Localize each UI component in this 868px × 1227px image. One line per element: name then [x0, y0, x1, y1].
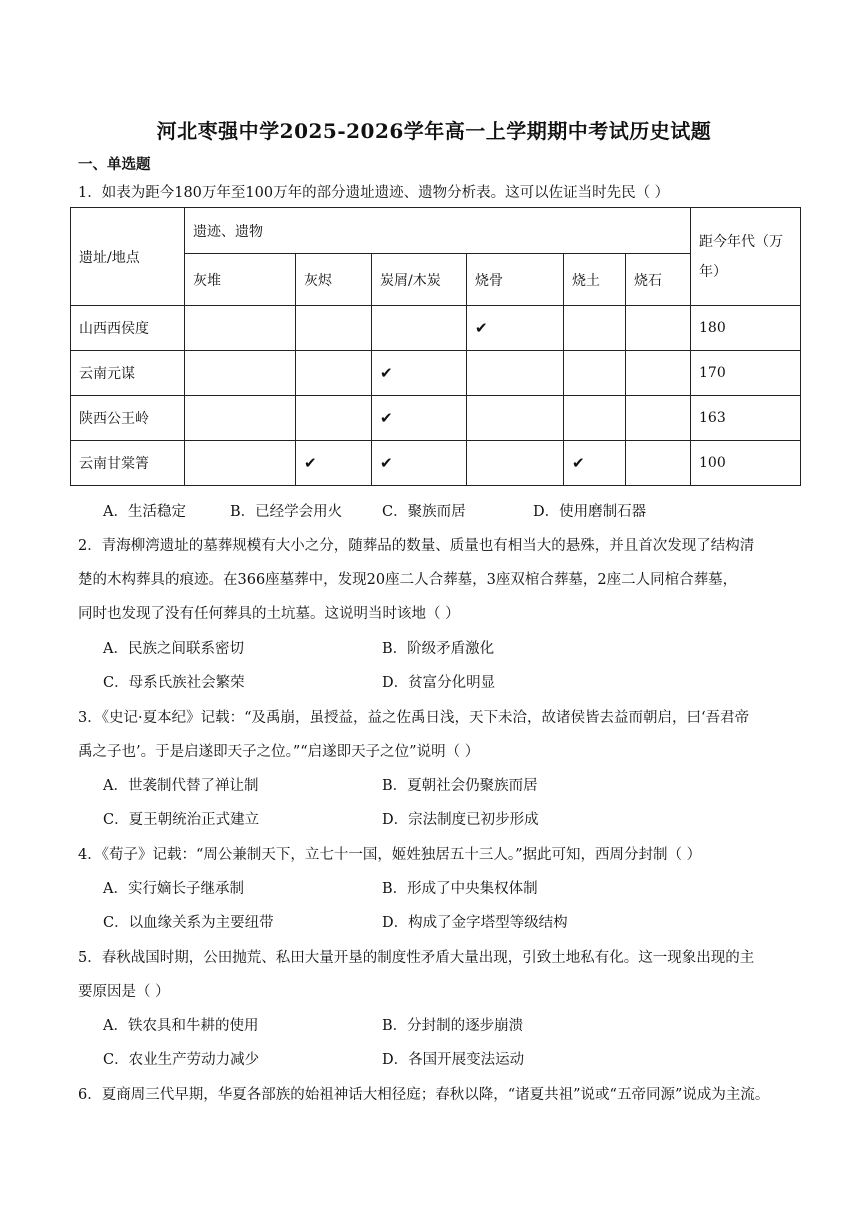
q2-option-c: C．母系氏族社会繁荣	[103, 675, 245, 691]
table-col-header: 烧骨	[467, 254, 564, 306]
table-col-header: 灰烬	[296, 254, 372, 306]
table-row	[71, 306, 801, 351]
table-cell	[626, 351, 691, 396]
table-col-header: 炭屑/木炭	[372, 254, 467, 306]
table-cell	[185, 396, 296, 441]
table-cell-age: 163	[691, 396, 801, 441]
question-3-text: 禹之子也’。于是启遂即天子之位。”“启遂即天子之位”说明（ ）	[78, 744, 480, 760]
check-mark: ✔	[467, 306, 564, 351]
table-cell	[296, 351, 372, 396]
table-row	[71, 441, 801, 486]
question-3-text: 3．《史记·夏本纪》记载：“及禹崩，虽授益，益之佐禹日浅，天下未洽，故诸侯皆去益而朝启，曰‘吾君帝	[78, 710, 750, 726]
table-cell	[185, 351, 296, 396]
table-col-header: 烧土	[564, 254, 626, 306]
table-cell	[626, 306, 691, 351]
q3-option-b: B．夏朝社会仍聚族而居	[382, 778, 538, 794]
table-cell	[564, 351, 626, 396]
table-cell-site: 陕西公王岭	[71, 396, 185, 441]
table-cell	[626, 396, 691, 441]
q3-option-d: D．宗法制度已初步形成	[382, 812, 539, 828]
table-cell-age: 180	[691, 306, 801, 351]
q1-option-d: D．使用磨制石器	[533, 504, 647, 520]
question-2-text: 同时也发现了没有任何葬具的土坑墓。这说明当时该地（ ）	[78, 606, 460, 622]
q2-option-a: A．民族之间联系密切	[103, 641, 244, 657]
table-cell	[564, 396, 626, 441]
table-cell	[467, 396, 564, 441]
table-col-header: 灰堆	[185, 254, 296, 306]
q2-option-d: D．贫富分化明显	[382, 675, 496, 691]
q4-option-d: D．构成了金字塔型等级结构	[382, 915, 568, 931]
table-cell	[467, 441, 564, 486]
table-header-age	[691, 208, 801, 306]
check-mark: ✔	[564, 441, 626, 486]
table-header-age-line1: 距今年代（万	[699, 233, 783, 250]
table-header-age-line2: 年）	[699, 263, 727, 280]
table-cell	[626, 441, 691, 486]
check-mark: ✔	[372, 351, 467, 396]
check-mark: ✔	[372, 396, 467, 441]
artifact-table	[70, 207, 801, 486]
table-cell	[185, 306, 296, 351]
table-cell	[467, 351, 564, 396]
q4-option-a: A．实行嫡长子继承制	[103, 881, 244, 897]
q1-option-b: B．已经学会用火	[230, 504, 343, 520]
table-cell	[185, 441, 296, 486]
question-4-text: 4．《荀子》记载：“周公兼制天下，立七十一国，姬姓独居五十三人。”据此可知，西周分封制（ ）	[78, 847, 702, 863]
q2-option-b: B．阶级矛盾激化	[382, 641, 495, 657]
table-cell-site: 云南元谋	[71, 351, 185, 396]
table-cell-site: 云南甘棠箐	[71, 441, 185, 486]
q4-option-c: C．以血缘关系为主要纽带	[103, 915, 274, 931]
question-5-text: 要原因是（ ）	[78, 984, 170, 1000]
question-1-text: 1．如表为距今180万年至100万年的部分遗址遗迹、遗物分析表。这可以佐证当时先民（ ）	[78, 185, 670, 201]
table-cell	[372, 306, 467, 351]
question-2-text: 楚的木构葬具的痕迹。在366座墓葬中，发现20座二人合葬墓，3座双棺合葬墓，2座二人同棺合葬墓，	[78, 572, 738, 588]
q4-option-b: B．形成了中央集权体制	[382, 881, 538, 897]
q3-option-a: A．世袭制代替了禅让制	[103, 778, 259, 794]
table-cell	[564, 306, 626, 351]
q5-option-c: C．农业生产劳动力减少	[103, 1052, 260, 1068]
q3-option-c: C．夏王朝统治正式建立	[103, 812, 260, 828]
table-header-site: 遗址/地点	[71, 208, 185, 306]
table-cell-age: 170	[691, 351, 801, 396]
check-mark: ✔	[296, 441, 372, 486]
page-title: 河北枣强中学2025-2026学年高一上学期期中考试历史试题	[156, 119, 712, 143]
section-heading: 一、单选题	[78, 156, 151, 173]
table-cell	[296, 396, 372, 441]
table-row	[71, 396, 801, 441]
check-mark: ✔	[372, 441, 467, 486]
table-row	[71, 351, 801, 396]
q1-option-a: A．生活稳定	[103, 504, 186, 520]
table-col-header: 烧石	[626, 254, 691, 306]
q1-option-c: C．聚族而居	[382, 504, 466, 520]
question-2-text: 2．青海柳湾遗址的墓葬规模有大小之分，随葬品的数量、质量也有相当大的悬殊，并且首次发现了结构清	[78, 538, 755, 554]
table-cell-site: 山西西侯度	[71, 306, 185, 351]
table-cell-age: 100	[691, 441, 801, 486]
question-5-text: 5．春秋战国时期，公田抛荒、私田大量开垦的制度性矛盾大量出现，引致土地私有化。这一现象出现的主	[78, 950, 755, 966]
question-6-text: 6．夏商周三代早期，华夏各部族的始祖神话大相径庭；春秋以降，“诸夏共祖”说或“五帝同源”说成为主流。	[78, 1087, 770, 1103]
table-header-group: 遗迹、遗物	[185, 208, 691, 254]
q5-option-a: A．铁农具和牛耕的使用	[103, 1018, 259, 1034]
q5-option-b: B．分封制的逐步崩溃	[382, 1018, 524, 1034]
q5-option-d: D．各国开展变法运动	[382, 1052, 525, 1068]
table-cell	[296, 306, 372, 351]
